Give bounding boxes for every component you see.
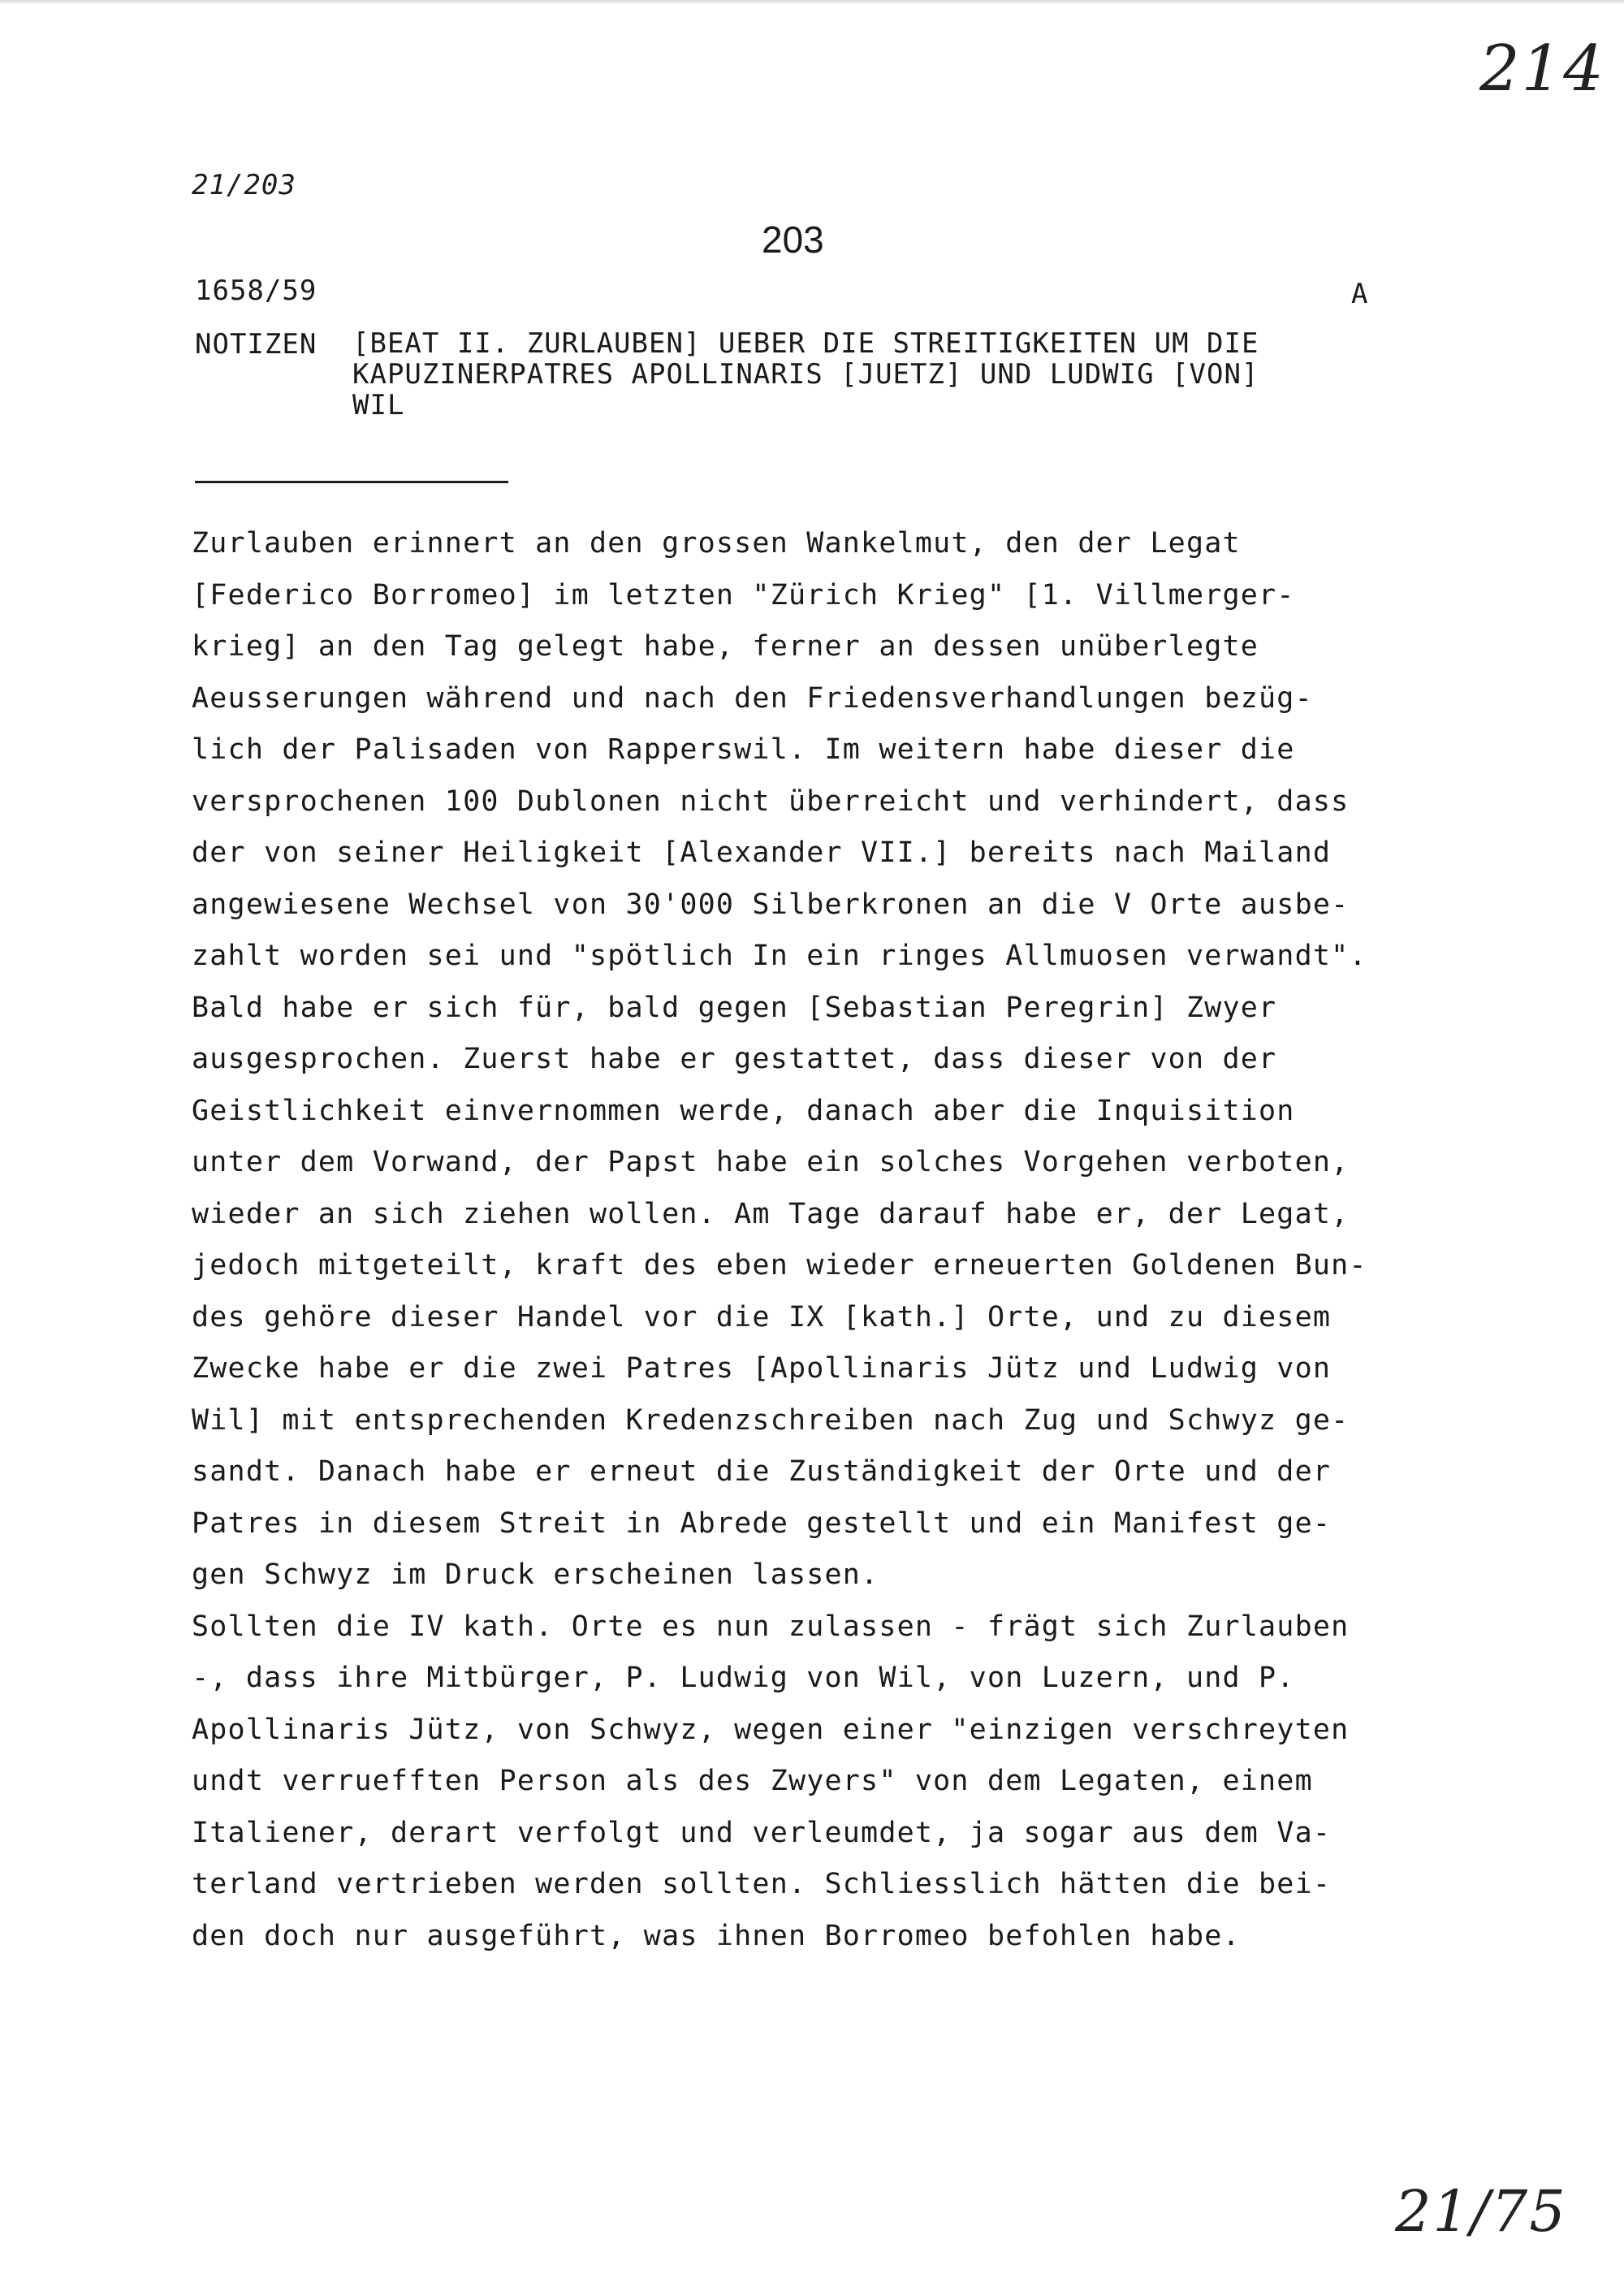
body-line: undt verruefften Person als des Zwyers" von dem Legaten, einem	[192, 1765, 1313, 1797]
scan-edge	[0, 0, 1624, 5]
heading-title-line: WIL	[352, 389, 405, 421]
heading-title-line: [BEAT II. ZURLAUBEN] UEBER DIE STREITIGKEITEN UM DIE	[352, 327, 1259, 360]
body-line: Wil] mit entsprechenden Kredenzschreiben nach Zug und Schwyz ge-	[192, 1403, 1350, 1437]
body-line: der von seiner Heiligkeit [Alexander VII.] bereits nach Mailand	[192, 836, 1332, 869]
page-number: 203	[762, 218, 824, 261]
handwritten-folio-number: 214	[1479, 32, 1605, 106]
body-line: Bald habe er sich für, bald gegen [Sebastian Peregrin] Zwyer	[192, 991, 1277, 1024]
body-line: Zurlauben erinnert an den grossen Wankelmut, den der Legat	[192, 527, 1241, 560]
heading-title	[352, 328, 1432, 421]
body-line: jedoch mitgeteilt, kraft des eben wieder erneuerten Goldenen Bun-	[192, 1249, 1367, 1282]
handwritten-archive-number: 21/75	[1395, 2178, 1567, 2245]
body-text	[192, 518, 1475, 1962]
body-line: wieder an sich ziehen wollen. Am Tage darauf habe er, der Legat,	[192, 1197, 1350, 1230]
heading-title-line: KAPUZINERPATRES APOLLINARIS [JUETZ] UND LUDWIG [VON]	[352, 358, 1259, 391]
body-line: zahlt worden sei und "spötlich In ein ringes Allmuosen verwandt".	[192, 940, 1367, 972]
body-line: sandt. Danach habe er erneut die Zuständigkeit der Orte und der	[192, 1455, 1332, 1488]
body-line: versprochenen 100 Dublonen nicht überreicht und verhindert, dass	[192, 785, 1350, 818]
body-line: Aeusserungen während und nach den Friedensverhandlungen bezüg-	[192, 681, 1313, 715]
body-line: lich der Palisaden von Rapperswil. Im weitern habe dieser die	[192, 733, 1295, 766]
body-line: Italiener, derart verfolgt und verleumdet, ja sogar aus dem Va-	[192, 1816, 1332, 1849]
body-line: Zwecke habe er die zwei Patres [Apollinaris Jütz und Ludwig von	[192, 1352, 1332, 1385]
body-line: ausgesprochen. Zuerst habe er gestattet, dass dieser von der	[192, 1043, 1277, 1075]
body-line: krieg] an den Tag gelegt habe, ferner an dessen unüberlegte	[192, 630, 1259, 663]
body-line: den doch nur ausgeführt, was ihnen Borromeo befohlen habe.	[192, 1919, 1241, 1952]
heading-label: NOTIZEN	[195, 328, 317, 361]
body-line: [Federico Borromeo] im letzten "Zürich Krieg" [1. Villmerger-	[192, 578, 1295, 612]
body-line: Sollten die IV kath. Orte es nun zulassen - frägt sich Zurlauben	[192, 1610, 1350, 1643]
divider-rule	[195, 481, 508, 483]
document-date: 1658/59	[195, 274, 317, 307]
body-line: gen Schwyz im Druck erscheinen lassen.	[192, 1558, 879, 1591]
body-line: des gehöre dieser Handel vor die IX [kath.] Orte, und zu diesem	[192, 1300, 1332, 1334]
body-line: -, dass ihre Mitbürger, P. Ludwig von Wil, von Luzern, und P.	[192, 1662, 1295, 1694]
document-letter: A	[1351, 278, 1368, 310]
body-line: terland vertrieben werden sollten. Schliesslich hätten die bei-	[192, 1868, 1332, 1900]
body-line: Geistlichkeit einvernommen werde, danach aber die Inquisition	[192, 1094, 1295, 1127]
body-line: unter dem Vorwand, der Papst habe ein solches Vorgehen verboten,	[192, 1146, 1350, 1178]
body-line: Apollinaris Jütz, von Schwyz, wegen einer "einzigen verschreyten	[192, 1713, 1350, 1746]
body-line: Patres in diesem Streit in Abrede gestellt und ein Manifest ge-	[192, 1506, 1332, 1540]
document-reference: 21/203	[192, 169, 296, 201]
body-line: angewiesene Wechsel von 30'000 Silberkronen an die V Orte ausbe-	[192, 888, 1350, 921]
